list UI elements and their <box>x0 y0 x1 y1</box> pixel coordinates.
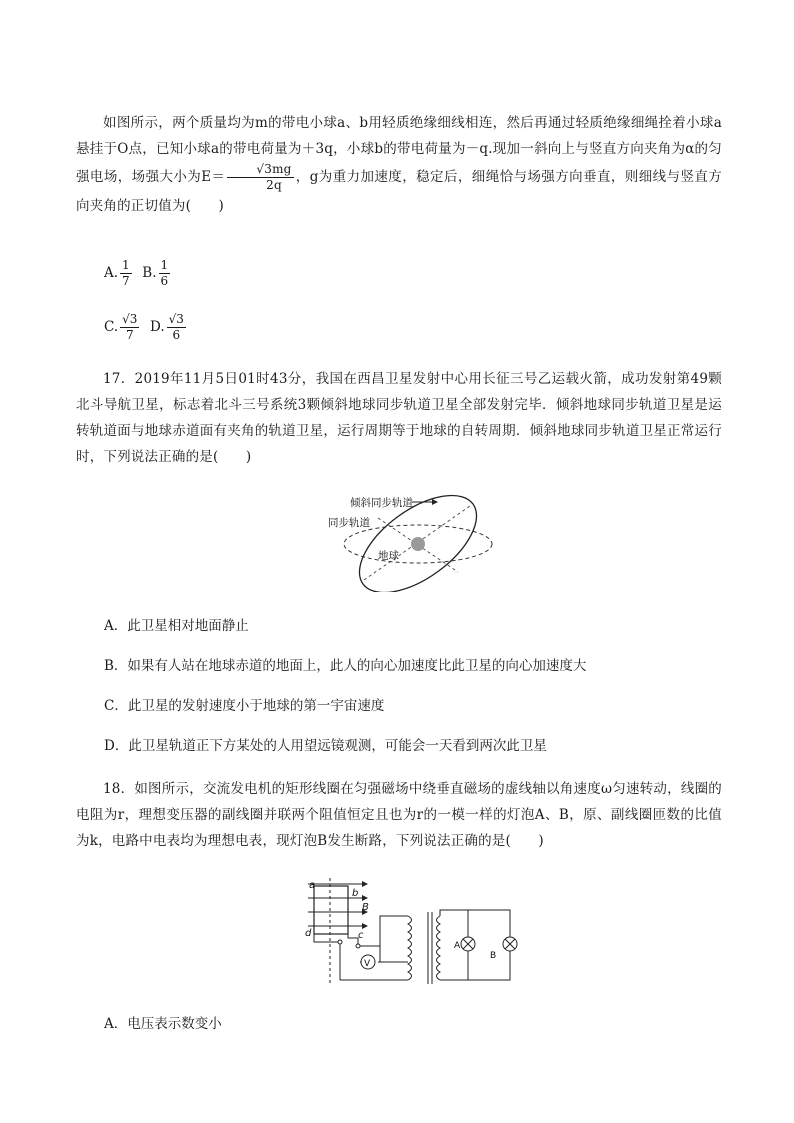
label-earth: 地球 <box>378 550 399 562</box>
q18-option-a[interactable]: A．电压表示数变小 <box>104 1016 222 1032</box>
label-a: a <box>309 880 316 891</box>
terminal-d <box>338 940 342 944</box>
secondary-coil <box>437 916 441 980</box>
q17-option-b[interactable]: B．如果有人站在地球赤道的地面上，此人的向心加速度比此卫星的向心加速度大 <box>104 658 587 674</box>
wire-to-primary-top <box>380 916 408 946</box>
lead-d <box>314 934 340 942</box>
terminal-c <box>356 944 360 948</box>
label-d: d <box>305 928 312 939</box>
orbit-diagram <box>320 488 500 592</box>
q18-stem: 18．如图所示，交流发电机的矩形线圈在匀强磁场中绕垂直磁场的虚线轴以角速度ω匀速转动，线圈的电阻为r，理想变压器的副线圈并联两个阻值恒定且也为r的一模一样的灯泡A、B，原、副线圈匝数的比值为k，电路中电表均为理想电表，现灯泡B发生断路，下列说法正确的是( ) <box>76 781 722 849</box>
q16-option-d[interactable]: D. $\frac{√3}{6}$ <box>150 312 184 342</box>
q16-stem-part2: ，g为重力加速度，稳定后，细绳恰与场强方向垂直，则细线与竖直方向夹角的正切值为( ) <box>76 169 723 214</box>
field-strength-denominator: 2q <box>266 178 282 192</box>
q16-option-b[interactable]: B. $\frac{1}{6}$ <box>142 258 169 288</box>
label-voltmeter: V <box>364 959 371 969</box>
q16-options-ab <box>104 258 172 289</box>
label-inclined-orbit: 倾斜同步轨道 <box>350 497 413 509</box>
earth-circle <box>411 537 425 551</box>
lead-c <box>348 934 380 946</box>
label-lamp-B: B <box>490 951 497 961</box>
q16-stem <box>76 110 722 219</box>
q17-stem: 17．2019年11月5日01时43分，我国在西昌卫星发射中心用长征三号乙运载火箭，成功发射第49颗北斗导航卫星，标志着北斗三号系统3颗倾斜地球同步轨道卫星全部发射完毕．倾斜地球同步轨道卫星是运转轨道面与地球赤道面有夹角的轨道卫星，运行周期等于地球的自转周期．倾斜地球同步轨道卫星正常运行时，下列说法正确的是( ) <box>76 371 722 465</box>
label-lamp-A: A <box>454 941 461 951</box>
q16-options-cd <box>104 312 188 343</box>
coil-loop <box>314 886 348 934</box>
primary-coil <box>408 916 412 980</box>
q16-option-c[interactable]: C. $\frac{√3}{7}$ <box>104 312 138 342</box>
q17-option-c[interactable]: C．此卫星的发射速度小于地球的第一宇宙速度 <box>104 698 385 714</box>
field-strength-numerator: √3mg <box>227 162 293 178</box>
label-b: b <box>352 888 359 899</box>
label-magnetic-field: B <box>362 902 369 913</box>
label-sync-orbit: 同步轨道 <box>328 517 370 529</box>
field-strength-fraction <box>227 162 293 193</box>
q17-option-a[interactable]: A．此卫星相对地面静止 <box>104 618 249 634</box>
q16-stem-part1: 如图所示，两个质量均为m的带电小球a、b用轻质绝缘细线相连，然后再通过轻质绝缘细绳拴着小球a悬挂于O点，已知小球a的带电荷量为＋3q，小球b的带电荷量为－q.现加一斜向上与竖直方向夹角为α的匀强电场，场强大小为E＝ <box>76 115 722 185</box>
q17-option-d[interactable]: D．此卫星轨道正下方某处的人用望远镜观测，可能会一天看到两次此卫星 <box>104 738 547 754</box>
label-c: c <box>358 930 364 941</box>
circuit-diagram <box>300 876 526 988</box>
q16-option-a[interactable]: A. $\frac{1}{7}$ <box>104 258 130 288</box>
label-pointer-arrowhead <box>432 499 438 505</box>
